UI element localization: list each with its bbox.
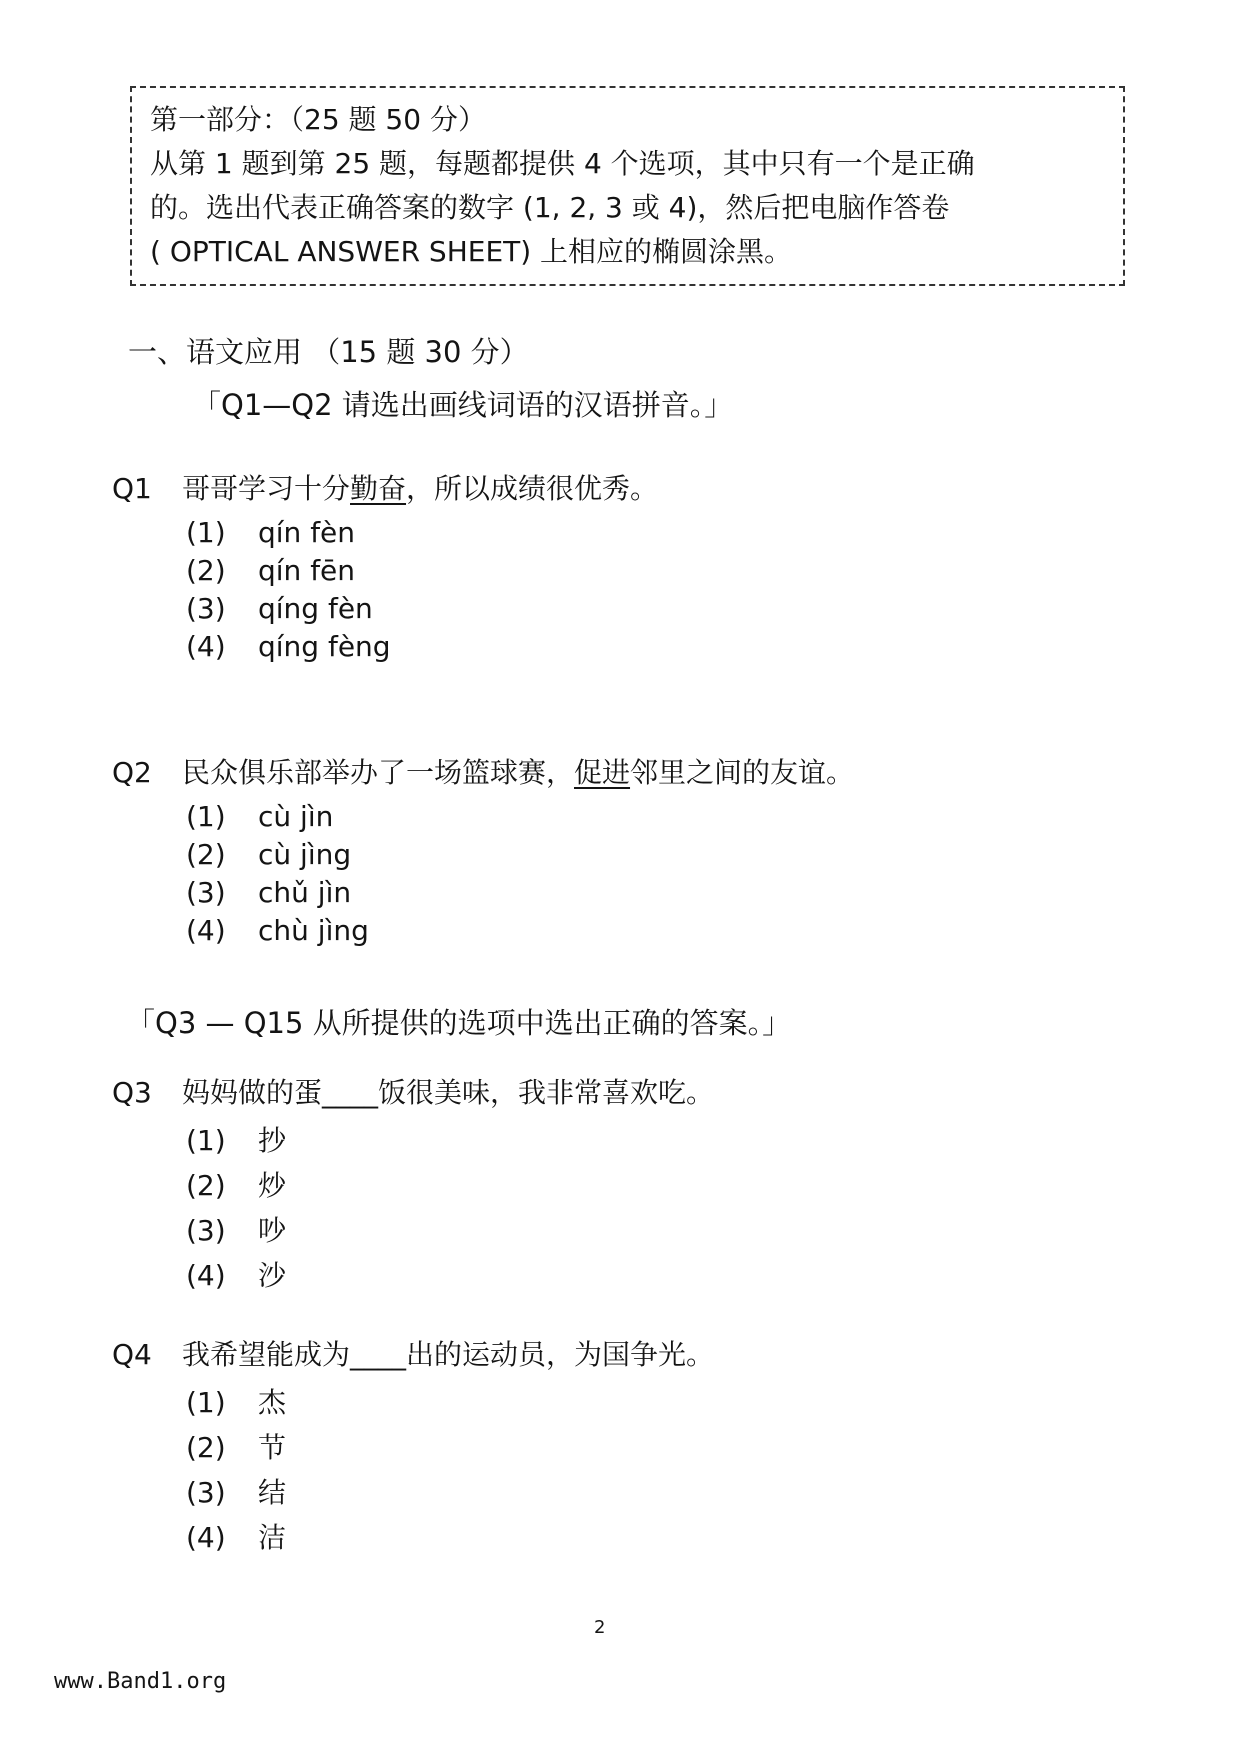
question-stem [112,1334,1172,1376]
question-stem [112,468,1172,510]
range-note-q1-q2: 「Q1—Q2 请选出画线词语的汉语拼音。」 [192,388,734,422]
question-stem [112,1072,1172,1114]
section-heading: 一、语文应用 （15 题 30 分） [128,335,529,369]
question-q3 [112,1072,1172,1298]
option-3: (3) qíng fèn [186,592,373,625]
option-4: (4) qíng fèng [186,630,391,663]
page-number: 2 [594,1617,606,1638]
option-list [186,798,1172,950]
question-q2 [112,752,1172,950]
question-number: Q1 [112,472,152,505]
option-2: (2) 节 [186,1431,287,1464]
option-1: (1) 抄 [186,1124,287,1157]
option-4: (4) 洁 [186,1521,287,1554]
question-stem [112,752,1172,794]
stem-text: 妈妈做的蛋____饭很美味，我非常喜欢吃。 [182,1076,715,1109]
site-url: www.Band1.org [54,1669,227,1694]
stem-text: 邻里之间的友谊。 [630,756,855,789]
question-number: Q3 [112,1076,152,1109]
range-note-q3-q15: 「Q3 — Q15 从所提供的选项中选出正确的答案。」 [126,1006,792,1040]
option-2: (2) 炒 [186,1169,287,1202]
underlined-word: 勤奋 [350,472,407,505]
question-number: Q4 [112,1338,152,1371]
question-number: Q2 [112,756,152,789]
instruction-line: 的。选出代表正确答案的数字 (1, 2, 3 或 4)，然后把电脑作答卷 [150,191,950,224]
option-list [186,1118,1172,1298]
option-2: (2) cù jìng [186,838,352,871]
option-3: (3) chǔ jìn [186,876,352,909]
stem-text: 民众俱乐部举办了一场篮球赛， [182,756,575,789]
stem-text: ，所以成绩很优秀。 [406,472,659,505]
option-1: (1) qín fèn [186,516,356,549]
option-list [186,1380,1172,1560]
instruction-line: 从第 1 题到第 25 题，每题都提供 4 个选项，其中只有一个是正确 [150,147,975,180]
underlined-word: 促进 [574,756,631,789]
option-3: (3) 吵 [186,1214,287,1247]
option-list [186,514,1172,666]
option-3: (3) 结 [186,1476,287,1509]
instruction-line: ( OPTICAL ANSWER SHEET) 上相应的椭圆涂黑。 [150,235,793,268]
question-q1 [112,468,1172,666]
instruction-box [130,86,1125,286]
option-4: (4) chù jìng [186,914,369,947]
option-1: (1) cù jìn [186,800,334,833]
instruction-part-title: 第一部分：（25 题 50 分） [150,103,486,136]
stem-text: 哥哥学习十分 [182,472,351,505]
question-q4 [112,1334,1172,1560]
option-2: (2) qín fēn [186,554,356,587]
stem-text: 我希望能成为____出的运动员，为国争光。 [182,1338,715,1371]
option-4: (4) 沙 [186,1259,287,1292]
option-1: (1) 杰 [186,1386,287,1419]
